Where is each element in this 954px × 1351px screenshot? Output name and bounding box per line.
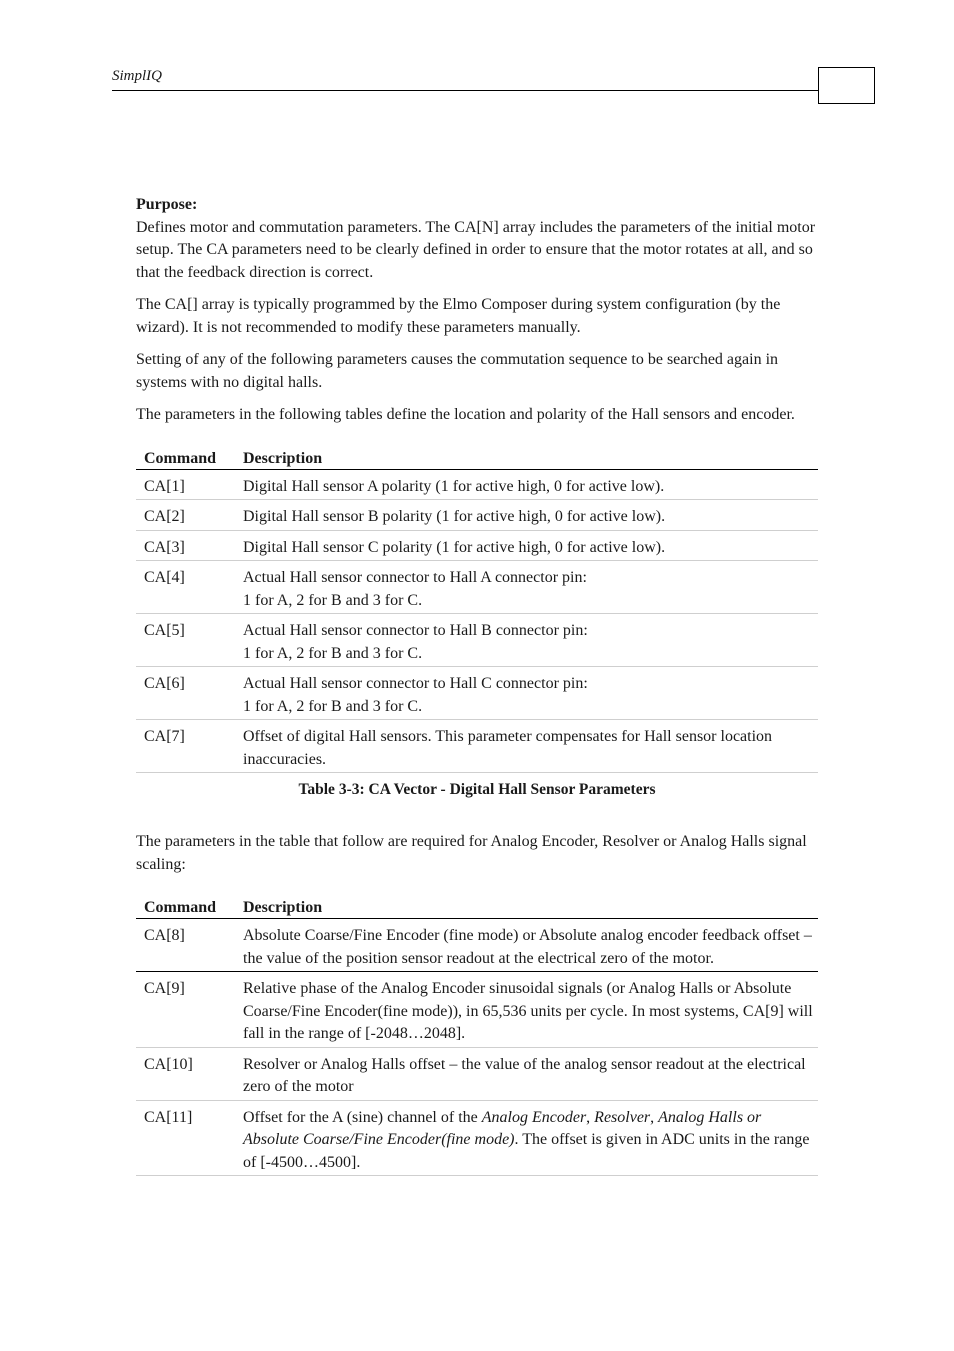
purpose-paragraph-4: The parameters in the following tables define the location and polarity of the Hall sensors and encoder. [136,406,795,423]
command-cell: CA[7] [136,720,235,773]
column-header-command: Command [136,437,235,470]
header-rule [112,90,818,91]
description-cell: Resolver or Analog Halls offset – the value of the analog sensor readout at the electrical zero of the motor [235,1047,818,1100]
command-cell: CA[1] [136,469,235,500]
column-header-command: Command [136,886,235,919]
description-cell [235,667,818,720]
table-row [136,720,818,773]
column-header-description: Description [235,437,818,470]
hall-sensor-table [136,437,818,774]
purpose-text-1: Defines motor and commutation parameters. The CA[N] array includes the parameters of the initial motor setup. The CA parameters need to be clearly defined in order to ensure that the motor rotates at all, and so that the feedback direction is correct. [136,218,816,281]
description-cell [235,561,818,614]
column-header-description: Description [235,886,818,919]
table-header-row [136,437,818,470]
table-row [136,667,818,720]
purpose-paragraph-1 [136,194,818,284]
header-title: SimplIQ [112,68,162,84]
page-content [136,194,818,1176]
table-row [136,561,818,614]
command-cell: CA[9] [136,972,235,1048]
description-cell: Absolute Coarse/Fine Encoder (fine mode) or Absolute analog encoder feedback offset – the value of the position sensor readout at the electrical zero of the motor. [235,919,818,972]
description-italic: Analog Encoder [481,1108,587,1126]
purpose-label: Purpose: [136,196,198,213]
description-cell [235,614,818,667]
table-header-row [136,886,818,919]
table-row [136,614,818,667]
description-cell: Offset of digital Hall sensors. This parameter compensates for Hall sensor location inaccuracies. [235,720,818,773]
table-row [136,530,818,561]
table-row [136,500,818,531]
command-cell: CA[11] [136,1100,235,1176]
table-row [136,919,818,972]
purpose-paragraph-3: Setting of any of the following parameters causes the commutation sequence to be searched again in systems with no digital halls. [136,351,779,391]
description-separator: , [650,1108,659,1126]
table-row [136,1100,818,1176]
table-row [136,1047,818,1100]
description-italic: Analog Halls or Absolute Coarse/Fine Encoder(fine mode) [243,1108,762,1148]
description-line-1: Actual Hall sensor connector to Hall B connector pin: [243,622,588,639]
command-cell: CA[4] [136,561,235,614]
command-cell: CA[10] [136,1047,235,1100]
table-row [136,972,818,1048]
description-line-1: Actual Hall sensor connector to Hall A connector pin: [243,569,587,586]
command-cell: CA[2] [136,500,235,531]
command-cell: CA[8] [136,919,235,972]
description-cell [235,1100,818,1176]
analog-encoder-table [136,886,818,1176]
description-line-2: 1 for A, 2 for B and 3 for C. [243,697,423,715]
description-cell: Digital Hall sensor A polarity (1 for active high, 0 for active low). [235,469,818,500]
description-line-2: 1 for A, 2 for B and 3 for C. [243,644,423,662]
intro-paragraph-2: The parameters in the table that follow are required for Analog Encoder, Resolver or Analog Halls signal scaling: [136,833,807,873]
command-cell: CA[6] [136,667,235,720]
table-row [136,469,818,500]
table-caption: Table 3-3: CA Vector - Digital Hall Sensor Parameters [298,781,656,798]
purpose-paragraph-2: The CA[] array is typically programmed by the Elmo Composer during system configuration (by the wizard). It is not recommended to modify these parameters manually. [136,296,781,336]
description-text: Offset for the A (sine) channel of the [243,1108,482,1126]
description-line-1: Actual Hall sensor connector to Hall C connector pin: [243,675,588,692]
description-cell: Relative phase of the Analog Encoder sinusoidal signals (or Analog Halls or Absolute Coarse/Fine Encoder(fine mode)), in 65,536 units per cycle. In most systems, CA[9] will fall in the range of [-2048…2048]. [235,972,818,1048]
description-italic: Resolver [594,1108,651,1126]
description-cell: Digital Hall sensor B polarity (1 for active high, 0 for active low). [235,500,818,531]
command-cell: CA[3] [136,530,235,561]
page-number-box [818,67,875,104]
description-text: . The offset is given in ADC units in the range of [-4500…4500]. [243,1131,810,1171]
description-line-2: 1 for A, 2 for B and 3 for C. [243,591,423,609]
command-cell: CA[5] [136,614,235,667]
description-cell: Digital Hall sensor C polarity (1 for active high, 0 for active low). [235,530,818,561]
description-separator: , [586,1108,595,1126]
